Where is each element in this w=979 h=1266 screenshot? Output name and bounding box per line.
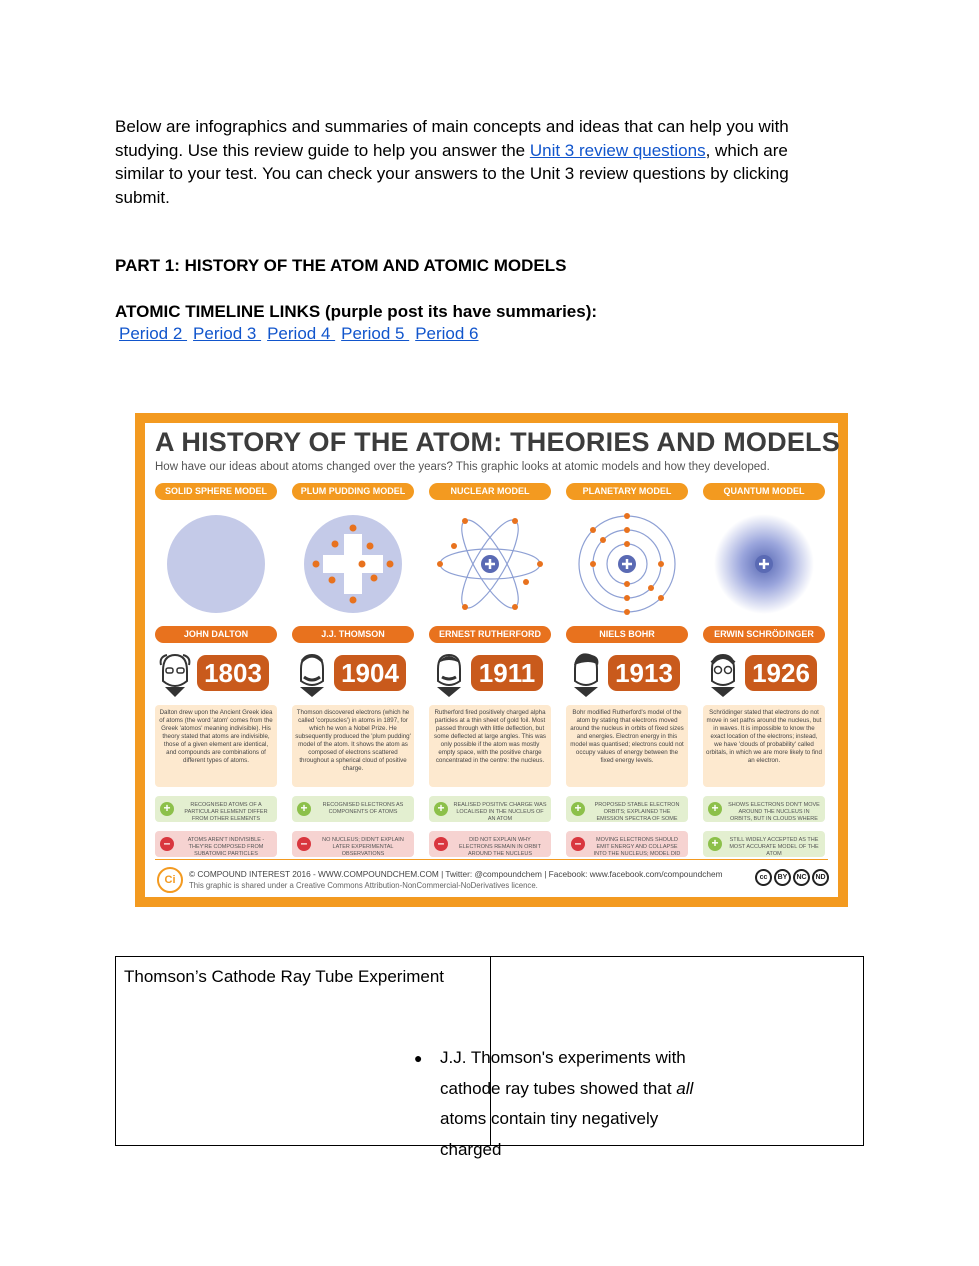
thomson-portrait-icon [294, 651, 330, 697]
minus-icon: – [297, 837, 311, 851]
by-icon: BY [774, 869, 791, 886]
model-strength [429, 796, 551, 822]
strength-text: RECOGNISED ATOMS OF A PARTICULAR ELEMENT DIFFER FROM OTHER ELEMENTS [184, 802, 268, 822]
scientist-label: NIELS BOHR [566, 626, 688, 643]
infographic-subtitle: How have our ideas about atoms changed over the years? This graphic looks at atomic models and how they developed. [155, 461, 770, 473]
footer-license: This graphic is shared under a Creative Commons Attribution-NonCommercial-NoDerivatives licence. [189, 881, 538, 890]
minus-icon: – [571, 837, 585, 851]
nuclear-model-icon [429, 506, 551, 616]
dalton-portrait-icon [157, 651, 193, 697]
infographic-title: A HISTORY OF THE ATOM: THEORIES AND MODELS [155, 427, 840, 457]
period-links [119, 324, 485, 344]
scientist-label: J.J. THOMSON [292, 626, 414, 643]
minus-icon: – [160, 837, 174, 851]
planetary-model-icon [566, 506, 688, 616]
weakness-text: ATOMS AREN'T INDIVISIBLE - THEY'RE COMPOSED FROM SUBATOMIC PARTICLES [187, 837, 265, 857]
scientist-row [155, 651, 277, 701]
plus-icon: + [160, 802, 174, 816]
atom-history-infographic [135, 413, 848, 907]
compound-interest-logo: Ci [157, 867, 183, 893]
intro-text-start: Below are infographics and summaries of main concepts and ideas that can help you with studying. Use this review guide to help you answer the [115, 117, 789, 160]
quantum-model-icon [703, 506, 825, 616]
minus-icon: – [434, 837, 448, 851]
footer-credits: © COMPOUND INTEREST 2016 - WWW.COMPOUNDCHEM.COM | Twitter: @compoundchem | Facebook: www.facebook.com/compoundchem [189, 869, 723, 879]
cc-icon: cc [755, 869, 772, 886]
model-strength [566, 796, 688, 822]
model-label: SOLID SPHERE MODEL [155, 483, 277, 500]
bullet-text-end: atoms contain tiny negatively charged [440, 1109, 659, 1159]
intro-text-end: , which are similar to your test. You can check your answers to the Unit 3 review questions by clicking submit. [115, 140, 789, 207]
year-badge: 1904 [334, 655, 406, 691]
part1-heading: PART 1: HISTORY OF THE ATOM AND ATOMIC MODELS [115, 256, 567, 275]
model-status [703, 831, 825, 857]
model-weakness [566, 831, 688, 857]
weakness-text: NO NUCLEUS; DIDN'T EXPLAIN LATER EXPERIMENTAL OBSERVATIONS [322, 837, 404, 857]
model-strength [292, 796, 414, 822]
infographic-panel [145, 423, 838, 897]
column-planetary [566, 483, 688, 857]
plum-pudding-model-icon [292, 506, 414, 616]
nc-icon: NC [793, 869, 810, 886]
plus-icon: + [708, 802, 722, 816]
period-5-link[interactable]: Period 5 [341, 324, 410, 343]
model-weakness [155, 831, 277, 857]
column-plum-pudding [292, 483, 414, 857]
schrodinger-portrait-icon [705, 651, 741, 697]
model-strength [703, 796, 825, 822]
column-nuclear [429, 483, 551, 857]
period-2-link[interactable]: Period 2 [119, 324, 188, 343]
plus-icon: + [434, 802, 448, 816]
plus-icon: + [571, 802, 585, 816]
unit3-review-link[interactable]: Unit 3 review questions [529, 140, 706, 160]
model-label: QUANTUM MODEL [703, 483, 825, 500]
scientist-label: ERWIN SCHRÖDINGER [703, 626, 825, 643]
scientist-label: ERNEST RUTHERFORD [429, 626, 551, 643]
model-label: NUCLEAR MODEL [429, 483, 551, 500]
model-weakness [429, 831, 551, 857]
weakness-text: MOVING ELECTRONS SHOULD EMIT ENERGY AND COLLAPSE INTO THE NUCLEUS; MODEL DID [593, 837, 681, 857]
year-badge: 1913 [608, 655, 680, 691]
model-description: Bohr modified Rutherford's model of the atom by stating that electrons moved around the nucleus in orbits of fixed sizes and energies. Electron energy in this model was quantised; electrons could not occupy values of energy between the fixed energy levels. [566, 705, 688, 787]
period-3-link[interactable]: Period 3 [193, 324, 262, 343]
status-text: STILL WIDELY ACCEPTED AS THE MOST ACCURATE MODEL OF THE ATOM [729, 837, 819, 857]
column-quantum [703, 483, 825, 857]
weakness-text: DID NOT EXPLAIN WHY ELECTRONS REMAIN IN ORBIT AROUND THE NUCLEUS [459, 837, 541, 857]
rutherford-portrait-icon [431, 651, 467, 697]
plus-icon: + [297, 802, 311, 816]
scientist-row [566, 651, 688, 701]
bohr-portrait-icon [568, 651, 604, 697]
strength-text: PROPOSED STABLE ELECTRON ORBITS; EXPLAINED THE EMISSION SPECTRA OF SOME [594, 802, 680, 822]
bullet-icon: ● [414, 1050, 423, 1066]
strength-text: SHOWS ELECTRONS DON'T MOVE AROUND THE NUCLEUS IN ORBITS, BUT IN CLOUDS WHERE [728, 802, 820, 822]
nd-icon: ND [812, 869, 829, 886]
scientist-row [292, 651, 414, 701]
strength-text: REALISED POSITIVE CHARGE WAS LOCALISED IN THE NUCLEUS OF AN ATOM [453, 802, 547, 822]
year-badge: 1803 [197, 655, 269, 691]
footer-divider [155, 859, 828, 860]
timeline-heading: ATOMIC TIMELINE LINKS (purple post its have summaries): [115, 302, 598, 321]
model-description: Schrödinger stated that electrons do not move in set paths around the nucleus, but in waves. It is impossible to know the exact location of the electrons; instead, we have 'clouds of probability' called orbitals, in which we are more likely to find an electron. [703, 705, 825, 787]
summary-bullet [414, 1043, 714, 1165]
period-6-link[interactable]: Period 6 [415, 324, 479, 343]
strength-text: RECOGNISED ELECTRONS AS COMPONENTS OF ATOMS [322, 802, 404, 815]
year-badge: 1926 [745, 655, 817, 691]
model-label: PLANETARY MODEL [566, 483, 688, 500]
solid-sphere-model-icon [155, 506, 277, 616]
bullet-text-start: J.J. Thomson's experiments with cathode ray tubes showed that [440, 1048, 686, 1098]
intro-paragraph [115, 115, 835, 209]
creative-commons-badges [755, 869, 829, 886]
year-badge: 1911 [471, 655, 543, 691]
scientist-row [703, 651, 825, 701]
period-4-link[interactable]: Period 4 [267, 324, 336, 343]
scientist-label: JOHN DALTON [155, 626, 277, 643]
model-label: PLUM PUDDING MODEL [292, 483, 414, 500]
model-description: Rutherford fired positively charged alpha particles at a thin sheet of gold foil. Most passed through with little deflection, but some deflected at large angles. This was only possible if the atom was mostly empty space, with the positive charge concentrated in the centre: the nucleus. [429, 705, 551, 787]
model-description: Dalton drew upon the Ancient Greek idea of atoms (the word 'atom' comes from the Greek 'atomos' meaning indivisible). His theory stated that atoms are indivisible, those of a given element are identical, and compounds are combinations of different types of atoms. [155, 705, 277, 787]
model-description: Thomson discovered electrons (which he called 'corpuscles') in atoms in 1897, for which he won a Nobel Prize. He subsequently produced the 'plum pudding' model of the atom. It shows the atom as composed of electrons scattered throughout a spherical cloud of positive charge. [292, 705, 414, 787]
model-strength [155, 796, 277, 822]
topic-title: Thomson’s Cathode Ray Tube Experiment [124, 967, 445, 986]
scientist-row [429, 651, 551, 701]
plus-icon: + [708, 837, 722, 851]
bullet-emphasis: all [676, 1078, 694, 1098]
model-weakness [292, 831, 414, 857]
column-solid-sphere [155, 483, 277, 857]
